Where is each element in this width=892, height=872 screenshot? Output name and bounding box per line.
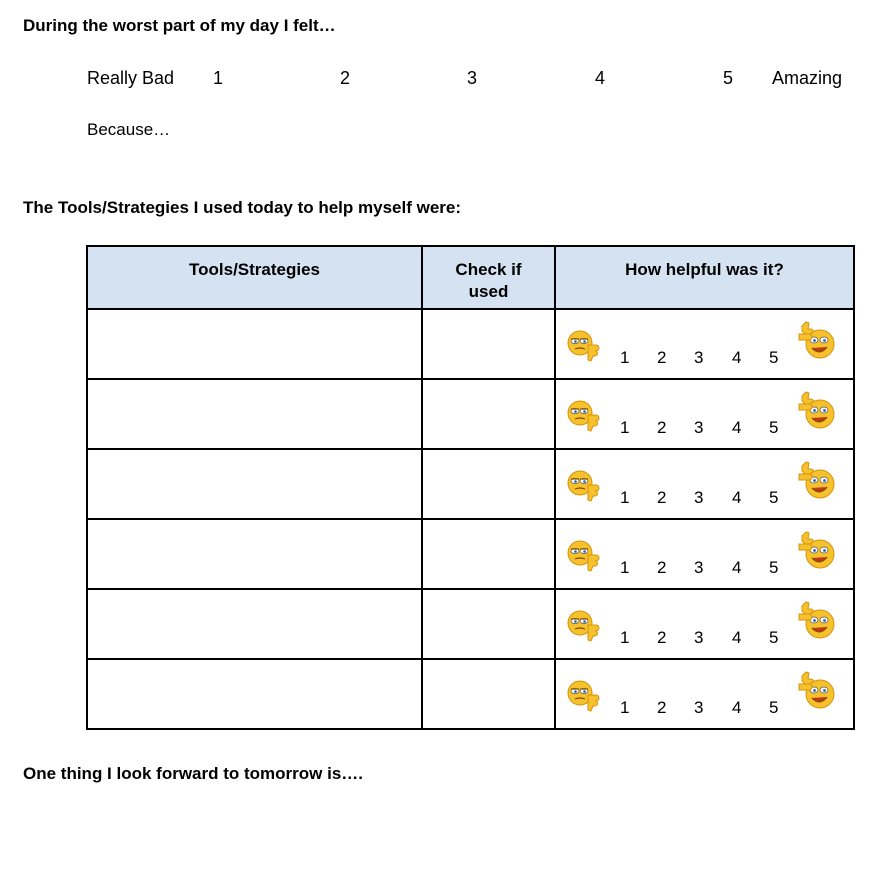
tool-strategy-cell[interactable] (87, 309, 422, 379)
thumbs-up-face-icon (796, 320, 838, 365)
rating-option-3[interactable]: 3 (694, 698, 704, 717)
helpfulness-rating-cell (555, 589, 854, 659)
thumbs-down-face-icon (566, 608, 602, 647)
check-if-used-cell[interactable] (422, 659, 555, 729)
thumbs-down-face-icon (566, 328, 602, 367)
because-label: Because… (87, 120, 171, 139)
rating-option-2[interactable]: 2 (657, 418, 667, 437)
rating-option-2[interactable]: 2 (657, 488, 667, 507)
thumbs-up-face-icon (796, 670, 838, 715)
thumbs-down-face-icon (566, 538, 602, 577)
rating-option-1[interactable]: 1 (620, 698, 630, 717)
thumbs-down-face-icon (566, 678, 602, 717)
rating-option-1[interactable]: 1 (620, 418, 630, 437)
rating-option-2[interactable]: 2 (657, 558, 667, 577)
look-forward-heading: One thing I look forward to tomorrow is…. (23, 764, 363, 783)
column-header-helpful: How helpful was it? (555, 246, 854, 309)
helpfulness-rating-cell (555, 519, 854, 589)
rating-option-4[interactable]: 4 (732, 558, 742, 577)
helpfulness-rating-cell (555, 659, 854, 729)
table-row (87, 449, 854, 519)
thumbs-up-face-icon (796, 530, 838, 575)
tools-heading: The Tools/Strategies I used today to help myself were: (23, 198, 462, 217)
helpfulness-rating-cell (555, 309, 854, 379)
column-header-tools: Tools/Strategies (87, 246, 422, 309)
scale-option-5[interactable]: 5 (723, 68, 734, 88)
rating-option-2[interactable]: 2 (657, 698, 667, 717)
rating-option-5[interactable]: 5 (769, 348, 779, 367)
helpfulness-rating-cell (555, 449, 854, 519)
tool-strategy-cell[interactable] (87, 659, 422, 729)
rating-option-3[interactable]: 3 (694, 488, 704, 507)
rating-option-3[interactable]: 3 (694, 628, 704, 647)
rating-option-3[interactable]: 3 (694, 558, 704, 577)
scale-option-3[interactable]: 3 (467, 68, 478, 88)
rating-option-4[interactable]: 4 (732, 628, 742, 647)
rating-option-4[interactable]: 4 (732, 698, 742, 717)
rating-option-1[interactable]: 1 (620, 488, 630, 507)
rating-option-4[interactable]: 4 (732, 348, 742, 367)
rating-option-4[interactable]: 4 (732, 418, 742, 437)
tools-table (86, 245, 855, 730)
tool-strategy-cell[interactable] (87, 379, 422, 449)
rating-option-1[interactable]: 1 (620, 628, 630, 647)
scale-high-label: Amazing (772, 68, 843, 88)
rating-option-4[interactable]: 4 (732, 488, 742, 507)
thumbs-up-face-icon (796, 600, 838, 645)
table-row (87, 379, 854, 449)
table-row (87, 659, 854, 729)
rating-option-1[interactable]: 1 (620, 558, 630, 577)
table-row (87, 519, 854, 589)
thumbs-up-face-icon (796, 390, 838, 435)
tool-strategy-cell[interactable] (87, 519, 422, 589)
thumbs-down-face-icon (566, 468, 602, 507)
column-header-check: Check if used (422, 246, 555, 309)
check-if-used-cell[interactable] (422, 519, 555, 589)
table-row (87, 309, 854, 379)
rating-option-5[interactable]: 5 (769, 698, 779, 717)
thumbs-down-face-icon (566, 398, 602, 437)
scale-option-2[interactable]: 2 (340, 68, 351, 88)
rating-option-5[interactable]: 5 (769, 418, 779, 437)
rating-option-5[interactable]: 5 (769, 488, 779, 507)
worst-part-heading: During the worst part of my day I felt… (23, 16, 336, 35)
check-if-used-cell[interactable] (422, 589, 555, 659)
tool-strategy-cell[interactable] (87, 449, 422, 519)
thumbs-up-face-icon (796, 460, 838, 505)
rating-option-5[interactable]: 5 (769, 558, 779, 577)
rating-option-2[interactable]: 2 (657, 628, 667, 647)
rating-option-3[interactable]: 3 (694, 348, 704, 367)
table-row (87, 589, 854, 659)
check-if-used-cell[interactable] (422, 379, 555, 449)
rating-option-1[interactable]: 1 (620, 348, 630, 367)
helpfulness-rating-cell (555, 379, 854, 449)
scale-option-1[interactable]: 1 (213, 68, 224, 88)
rating-option-3[interactable]: 3 (694, 418, 704, 437)
scale-option-4[interactable]: 4 (595, 68, 606, 88)
check-if-used-cell[interactable] (422, 449, 555, 519)
rating-option-2[interactable]: 2 (657, 348, 667, 367)
rating-option-5[interactable]: 5 (769, 628, 779, 647)
tool-strategy-cell[interactable] (87, 589, 422, 659)
check-if-used-cell[interactable] (422, 309, 555, 379)
scale-low-label: Really Bad (87, 68, 175, 88)
